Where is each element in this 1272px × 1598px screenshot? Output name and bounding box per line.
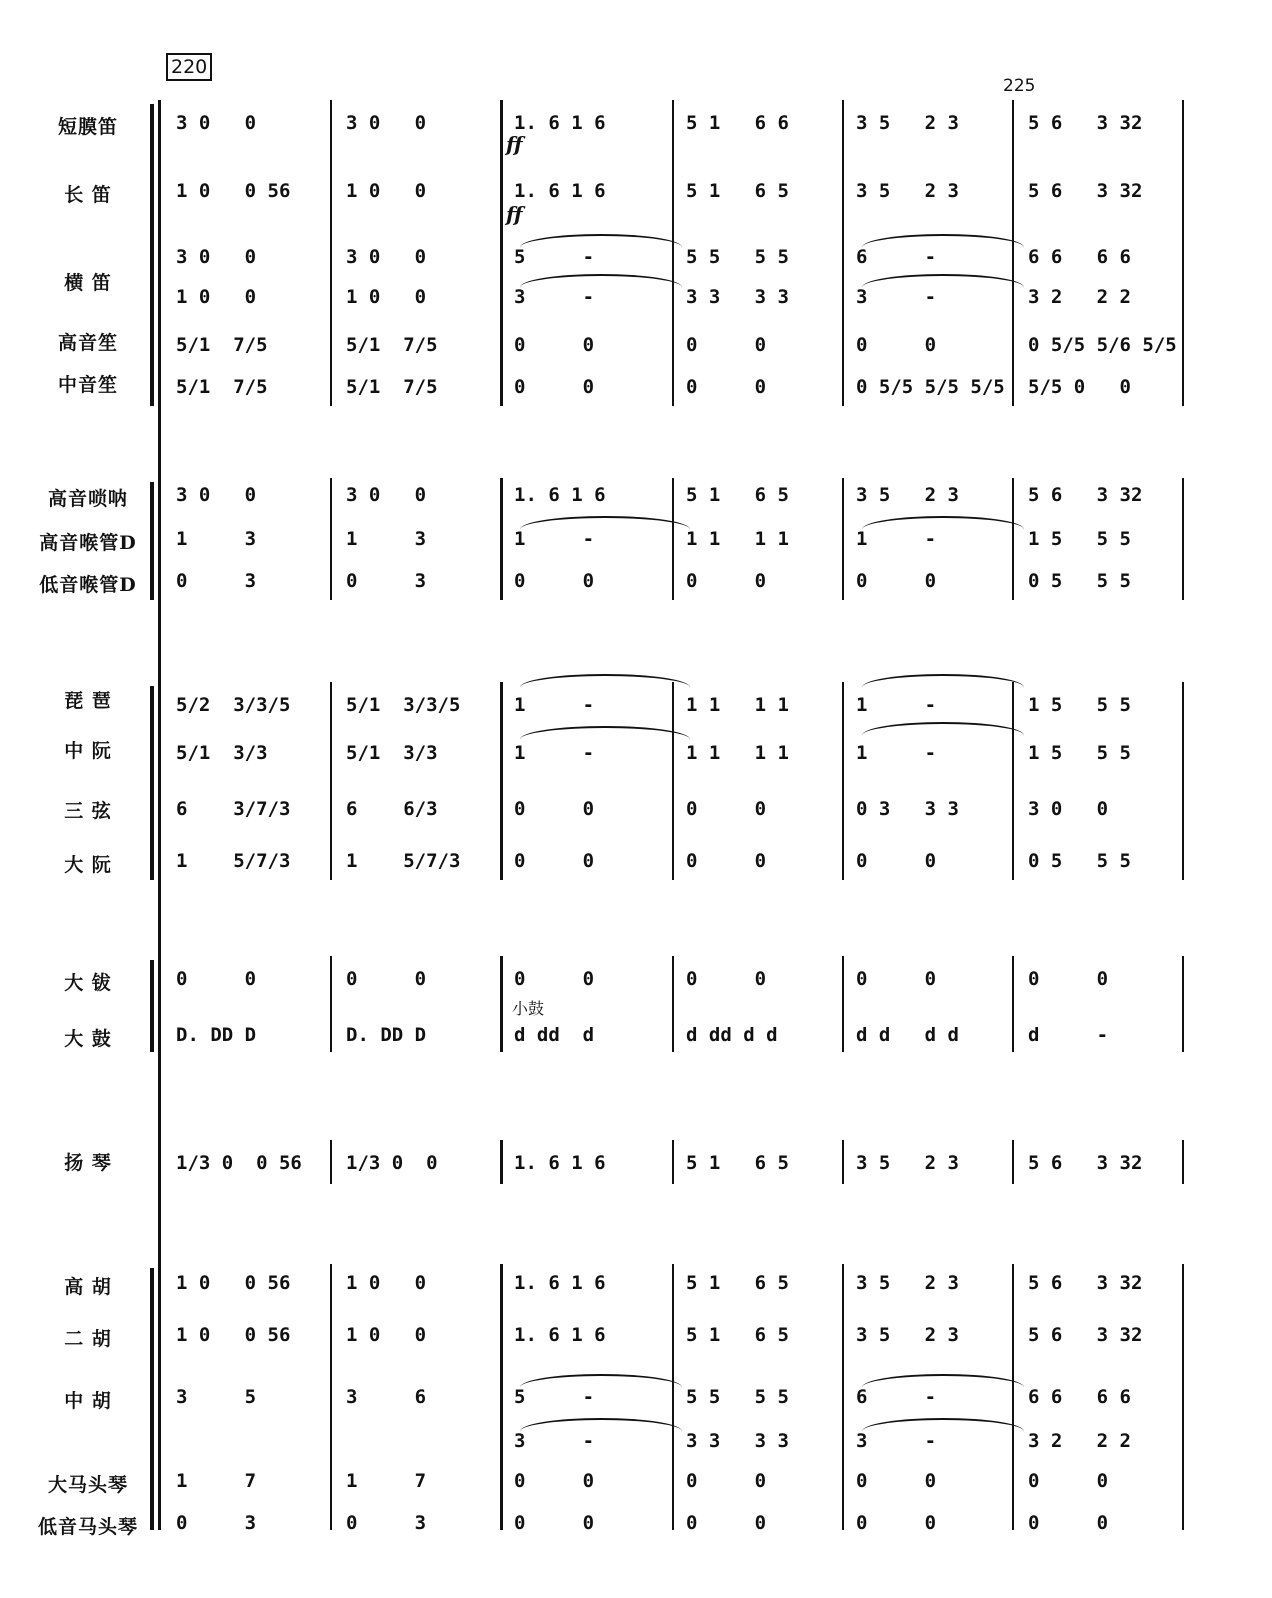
measure-cell: 5/1 3/3 <box>176 742 268 764</box>
measure-cell: 0 0 <box>856 1512 937 1534</box>
staff-row <box>0 330 1272 360</box>
measure-cell: 1 - <box>856 528 937 550</box>
measure-cell: 0 0 <box>514 968 595 990</box>
measure-cell: 3 0 0 <box>1028 798 1109 820</box>
measure-cell: 5/5 0 0 <box>1028 376 1131 398</box>
measure-cell: 1 - <box>514 528 595 550</box>
measure-cell: 0 5 5 5 <box>1028 850 1131 872</box>
measure-cell: 3 - <box>856 286 937 308</box>
measure-cell: 0 0 <box>1028 968 1109 990</box>
instrument-name: 高 胡 <box>64 1276 112 1298</box>
measure-cell: 0 0 <box>686 334 767 356</box>
measure-cell: 0 0 <box>514 798 595 820</box>
measure-cell: 5 6 3 32 <box>1028 1272 1143 1294</box>
measure-cell: 5 5 5 5 <box>686 246 789 268</box>
measure-cell: 1. 6 1 6 <box>514 484 606 506</box>
instrument-name: 中 阮 <box>64 740 112 762</box>
measure-cell: 6 6 6 6 <box>1028 246 1131 268</box>
measure-cell: 5 6 3 32 <box>1028 180 1143 202</box>
staff-row <box>0 1268 1272 1298</box>
measure-cell: 1 0 0 56 <box>176 1324 291 1346</box>
measure-cell: 0 3 <box>176 1512 257 1534</box>
measure-cell: 0 0 <box>514 1470 595 1492</box>
measure-cell: 0 5/5 5/5 5/5 <box>856 376 1005 398</box>
measure-cell: 3 - <box>514 286 595 308</box>
measure-cell: 0 0 <box>686 798 767 820</box>
measure-cell: 0 3 <box>346 570 427 592</box>
measure-cell: 0 0 <box>686 1470 767 1492</box>
measure-cell: 1 - <box>856 694 937 716</box>
measure-cell: 1 - <box>514 694 595 716</box>
measure-cell: 1/3 0 0 56 <box>176 1152 302 1174</box>
measure-cell: 5 1 6 5 <box>686 180 789 202</box>
measure-cell: 1 0 0 56 <box>176 1272 291 1294</box>
staff-row <box>0 690 1272 720</box>
tie <box>520 274 682 290</box>
instrument-name: 低音马头琴 <box>37 1516 138 1538</box>
measure-cell: 0 0 <box>346 968 427 990</box>
measure-cell: 6 6/3 <box>346 798 438 820</box>
measure-cell: 1. 6 1 6 <box>514 180 606 202</box>
measure-cell: 1/3 0 0 <box>346 1152 438 1174</box>
measure-cell: 6 - <box>856 246 937 268</box>
staff-row <box>0 846 1272 876</box>
measure-cell: 3 0 0 <box>176 484 257 506</box>
measure-cell: d d d d <box>856 1024 959 1046</box>
measure-cell: 3 5 2 3 <box>856 1272 959 1294</box>
measure-cell: 3 - <box>856 1430 937 1452</box>
measure-cell: D. DD D <box>176 1024 257 1046</box>
measure-cell: 1 - <box>514 742 595 764</box>
measure-cell: 1 0 0 <box>176 286 257 308</box>
measure-cell: 5/1 7/5 <box>346 334 438 356</box>
measure-cell: 5 1 6 5 <box>686 1324 789 1346</box>
staff-row <box>0 480 1272 510</box>
measure-cell: 0 0 <box>686 376 767 398</box>
measure-cell: 5 - <box>514 246 595 268</box>
measure-cell: 0 0 <box>1028 1512 1109 1534</box>
instrument-name: 大 阮 <box>64 854 112 876</box>
measure-cell: 0 3 3 3 <box>856 798 959 820</box>
measure-cell: 5 6 3 32 <box>1028 112 1143 134</box>
measure-cell: 3 0 0 <box>346 246 427 268</box>
measure-cell: 1 1 1 1 <box>686 742 789 764</box>
measure-cell: 1. 6 1 6 <box>514 1324 606 1346</box>
measure-cell: 1 1 1 1 <box>686 694 789 716</box>
staff-row <box>0 1148 1272 1178</box>
instrument-name: 低音喉管D <box>39 574 137 596</box>
tie <box>862 516 1024 532</box>
measure-cell: 1. 6 1 6 <box>514 1272 606 1294</box>
instrument-name: 中音笙 <box>57 374 118 396</box>
measure-cell: 0 5 5 5 <box>1028 570 1131 592</box>
measure-cell: d dd d <box>514 1024 595 1046</box>
measure-cell: 5/1 7/5 <box>176 376 268 398</box>
measure-cell: 0 0 <box>514 1512 595 1534</box>
tie <box>520 726 690 742</box>
instrument-name: 高音唢呐 <box>47 488 128 510</box>
measure-cell: 1 3 <box>176 528 257 550</box>
tie <box>862 274 1024 290</box>
staff-row <box>0 794 1272 824</box>
measure-cell: d - <box>1028 1024 1109 1046</box>
measure-cell: 5/1 7/5 <box>176 334 268 356</box>
staff-row <box>0 964 1272 994</box>
measure-cell: 0 0 <box>514 850 595 872</box>
measure-cell: 5 1 6 5 <box>686 484 789 506</box>
measure-cell: 3 - <box>514 1430 595 1452</box>
measure-cell: 6 - <box>856 1386 937 1408</box>
tie <box>520 1418 682 1434</box>
measure-cell: 5 - <box>514 1386 595 1408</box>
measure-cell: 3 2 2 2 <box>1028 1430 1131 1452</box>
instrument-name: 二 胡 <box>64 1328 112 1350</box>
measure-number: 225 <box>1003 76 1036 96</box>
snare-label: 小鼓 <box>512 999 545 1018</box>
tie <box>520 234 682 250</box>
measure-cell: 5 1 6 5 <box>686 1272 789 1294</box>
instrument-name: 长 笛 <box>64 184 112 206</box>
staff-row <box>0 1466 1272 1496</box>
staff-row <box>0 1320 1272 1350</box>
measure-cell: 0 0 <box>856 334 937 356</box>
measure-cell: 5/1 3/3/5 <box>346 694 461 716</box>
measure-cell: 0 3 <box>176 570 257 592</box>
measure-cell: 1 0 0 <box>346 1324 427 1346</box>
measure-cell: 0 0 <box>856 570 937 592</box>
instrument-name: 大马头琴 <box>47 1474 128 1496</box>
measure-cell: 3 0 0 <box>176 112 257 134</box>
measure-cell: 0 5/5 5/6 5/5 <box>1028 334 1177 356</box>
instrument-name: 扬 琴 <box>64 1152 112 1174</box>
measure-cell: 3 0 0 <box>346 484 427 506</box>
staff-row <box>0 108 1272 138</box>
measure-cell: D. DD D <box>346 1024 427 1046</box>
measure-cell: 1 5 5 5 <box>1028 528 1131 550</box>
measure-cell: 1 5 5 5 <box>1028 694 1131 716</box>
instrument-name: 中 胡 <box>64 1390 112 1412</box>
measure-cell: 1 7 <box>176 1470 257 1492</box>
measure-cell: 5 1 6 6 <box>686 112 789 134</box>
measure-cell: 0 3 <box>346 1512 427 1534</box>
measure-cell: 0 0 <box>514 376 595 398</box>
measure-cell: 0 0 <box>1028 1470 1109 1492</box>
tie <box>862 722 1024 738</box>
tie <box>520 1374 682 1390</box>
measure-cell: 3 6 <box>346 1386 427 1408</box>
instrument-name: 三 弦 <box>64 800 112 822</box>
staff-row <box>0 372 1272 402</box>
tie <box>862 234 1024 250</box>
measure-cell: 5 6 3 32 <box>1028 484 1143 506</box>
measure-cell: 0 0 <box>514 570 595 592</box>
measure-cell: 1. 6 1 6 <box>514 1152 606 1174</box>
measure-cell: 1. 6 1 6 <box>514 112 606 134</box>
measure-cell: 0 0 <box>856 968 937 990</box>
staff-row <box>0 176 1272 206</box>
measure-cell: 1 7 <box>346 1470 427 1492</box>
instrument-name: 短膜笛 <box>57 116 118 138</box>
measure-cell: 3 3 3 3 <box>686 286 789 308</box>
measure-cell: 1 5/7/3 <box>346 850 461 872</box>
measure-cell: 1 0 0 56 <box>176 180 291 202</box>
measure-cell: 3 0 0 <box>346 112 427 134</box>
measure-cell: 1 0 0 <box>346 1272 427 1294</box>
staff-row <box>0 1508 1272 1538</box>
measure-cell: 1 5 5 5 <box>1028 742 1131 764</box>
measure-cell: 3 2 2 2 <box>1028 286 1131 308</box>
rehearsal-mark: 220 <box>166 53 212 81</box>
dynamic-ff-2: ff <box>506 202 523 226</box>
measure-cell: 5/1 7/5 <box>346 376 438 398</box>
measure-cell: 3 5 2 3 <box>856 484 959 506</box>
measure-cell: 5 1 6 5 <box>686 1152 789 1174</box>
measure-cell: 6 3/7/3 <box>176 798 291 820</box>
tie <box>862 1374 1024 1390</box>
measure-cell: 0 0 <box>686 570 767 592</box>
instrument-name: 琵 琶 <box>64 690 112 712</box>
dynamic-ff-1: ff <box>506 132 523 156</box>
measure-cell: 3 3 3 3 <box>686 1430 789 1452</box>
measure-cell: 1 3 <box>346 528 427 550</box>
measure-cell: 6 6 6 6 <box>1028 1386 1131 1408</box>
instrument-name: 大 钹 <box>64 972 112 994</box>
measure-cell: 0 0 <box>856 1470 937 1492</box>
tie <box>520 516 690 532</box>
measure-cell: 1 - <box>856 742 937 764</box>
measure-cell: 3 5 2 3 <box>856 1324 959 1346</box>
measure-cell: 5 6 3 32 <box>1028 1152 1143 1174</box>
tie <box>862 674 1024 690</box>
staff-row <box>0 738 1272 768</box>
measure-cell: 1 5/7/3 <box>176 850 291 872</box>
measure-cell: 1 0 0 <box>346 180 427 202</box>
measure-cell: 0 0 <box>686 968 767 990</box>
tie <box>520 674 690 690</box>
instrument-name: 大 鼓 <box>64 1028 112 1050</box>
measure-cell: 3 5 2 3 <box>856 1152 959 1174</box>
measure-cell: 5/1 3/3 <box>346 742 438 764</box>
measure-cell: 0 0 <box>686 1512 767 1534</box>
measure-cell: 5/2 3/3/5 <box>176 694 291 716</box>
measure-cell: 0 0 <box>176 968 257 990</box>
instrument-name: 高音喉管D <box>39 532 137 554</box>
instrument-name: 横 笛 <box>64 272 112 294</box>
measure-cell: 3 5 2 3 <box>856 112 959 134</box>
staff-row <box>0 566 1272 596</box>
instrument-name: 高音笙 <box>57 332 118 354</box>
measure-cell: d dd d d <box>686 1024 778 1046</box>
measure-cell: 1 1 1 1 <box>686 528 789 550</box>
measure-cell: 0 0 <box>856 850 937 872</box>
measure-cell: 0 0 <box>514 334 595 356</box>
measure-cell: 1 0 0 <box>346 286 427 308</box>
measure-cell: 3 5 2 3 <box>856 180 959 202</box>
measure-cell: 3 5 <box>176 1386 257 1408</box>
measure-cell: 5 5 5 5 <box>686 1386 789 1408</box>
measure-cell: 0 0 <box>686 850 767 872</box>
measure-cell: 5 6 3 32 <box>1028 1324 1143 1346</box>
staff-row <box>0 1020 1272 1050</box>
tie <box>862 1418 1024 1434</box>
measure-cell: 3 0 0 <box>176 246 257 268</box>
